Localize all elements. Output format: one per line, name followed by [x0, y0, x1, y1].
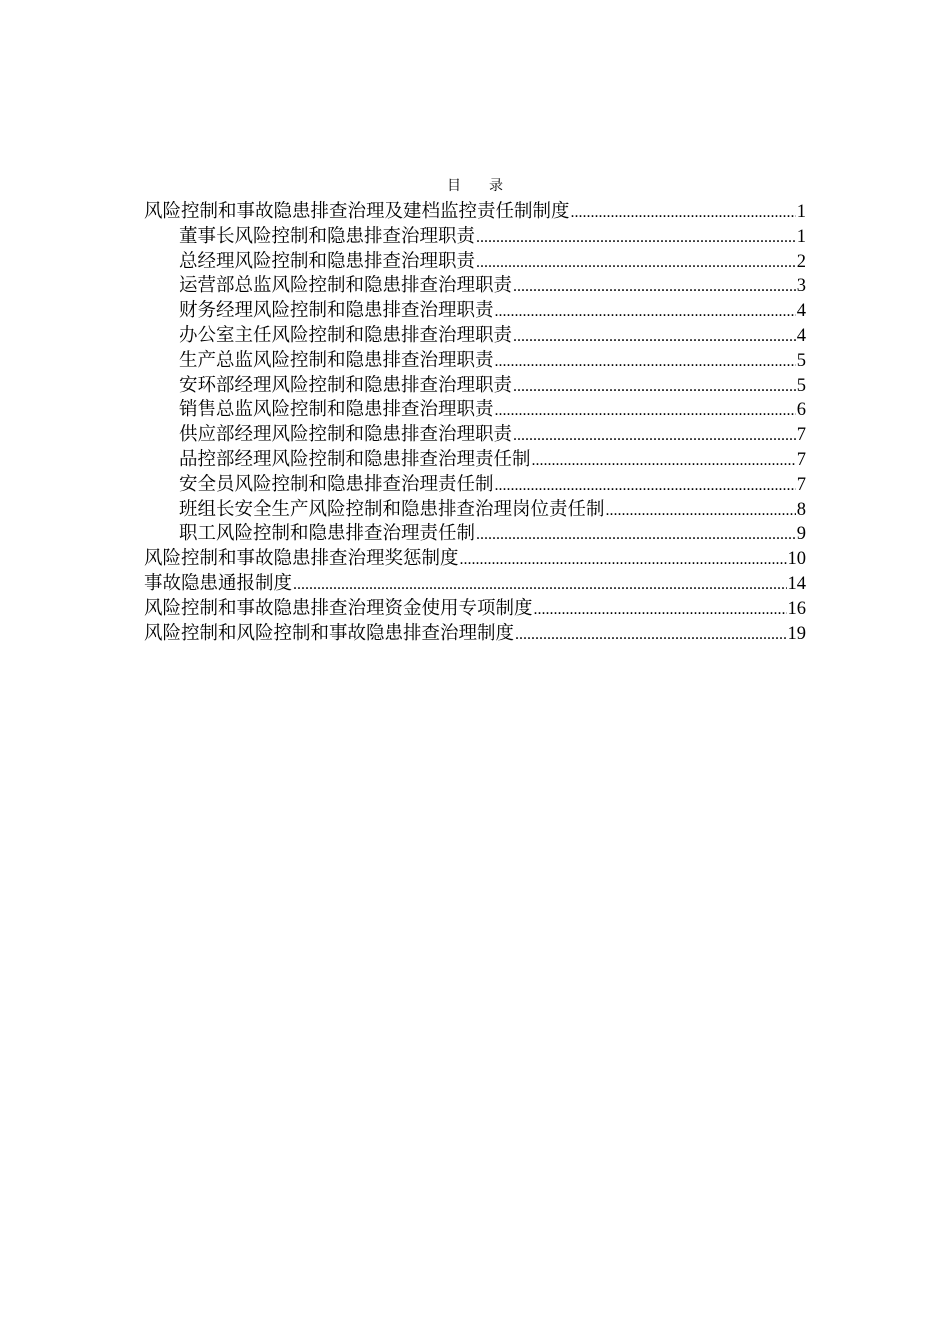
dot-leader	[532, 449, 796, 473]
toc-entry-section[interactable]	[144, 498, 806, 523]
dot-leader	[513, 325, 796, 349]
dot-leader	[476, 523, 796, 547]
toc-entry-page-number: 1	[796, 226, 806, 247]
toc-entry-page-number: 7	[796, 474, 806, 495]
toc-entry-page-number: 14	[787, 573, 806, 594]
toc-entry-section[interactable]	[144, 374, 806, 399]
toc-entry-page-number: 6	[796, 400, 806, 421]
toc-entry-page-number: 19	[787, 623, 806, 644]
toc-entry-title: 董事长风险控制和隐患排查治理职责	[179, 225, 476, 247]
toc-entry-title: 安环部经理风险控制和隐患排查治理职责	[179, 374, 513, 396]
toc-entry-section[interactable]	[144, 299, 806, 324]
toc-entry-title: 总经理风险控制和隐患排查治理职责	[179, 250, 476, 272]
toc-entry-page-number: 7	[796, 425, 806, 446]
toc-entry-page-number: 2	[796, 251, 806, 272]
toc-entry-title: 办公室主任风险控制和隐患排查治理职责	[179, 324, 513, 346]
toc-entry-chapter[interactable]	[144, 597, 806, 622]
toc-entry-section[interactable]	[144, 324, 806, 349]
toc-entry-title: 销售总监风险控制和隐患排查治理职责	[179, 399, 494, 421]
dot-leader	[495, 399, 796, 423]
toc-entry-page-number: 4	[796, 325, 806, 346]
toc-entry-title: 职工风险控制和隐患排查治理责任制	[179, 523, 476, 545]
toc-entry-section[interactable]	[144, 423, 806, 448]
dot-leader	[476, 251, 796, 275]
toc-entry-title: 班组长安全生产风险控制和隐患排查治理岗位责任制	[179, 498, 605, 520]
toc-entry-title: 风险控制和事故隐患排查治理奖惩制度	[144, 548, 459, 570]
dot-leader	[495, 300, 796, 324]
dot-leader	[513, 275, 796, 299]
toc-entry-page-number: 5	[796, 375, 806, 396]
toc-heading: 目录	[447, 178, 531, 194]
toc-entry-page-number: 16	[787, 598, 806, 619]
toc-entry-chapter[interactable]	[144, 572, 806, 597]
dot-leader	[534, 598, 787, 622]
dot-leader	[293, 573, 786, 597]
toc-entry-title: 风险控制和风险控制和事故隐患排查治理制度	[144, 622, 515, 644]
toc-entry-page-number: 3	[796, 276, 806, 297]
dot-leader	[513, 375, 796, 399]
dot-leader	[476, 226, 796, 250]
toc-entry-title: 品控部经理风险控制和隐患排查治理责任制	[179, 448, 531, 470]
dot-leader	[495, 350, 796, 374]
toc-entry-page-number: 9	[796, 524, 806, 545]
dot-leader	[606, 499, 796, 523]
toc-entry-section[interactable]	[144, 274, 806, 299]
toc-entry-title: 安全员风险控制和隐患排查治理责任制	[179, 473, 494, 495]
toc-entry-title: 生产总监风险控制和隐患排查治理职责	[179, 349, 494, 371]
toc-entry-page-number: 4	[796, 301, 806, 322]
toc-entry-section[interactable]	[144, 522, 806, 547]
toc-entry-chapter[interactable]	[144, 200, 806, 225]
toc-entry-section[interactable]	[144, 250, 806, 275]
toc-entry-title: 事故隐患通报制度	[144, 572, 293, 594]
toc-entry-title: 风险控制和事故隐患排查治理资金使用专项制度	[144, 597, 533, 619]
toc-entry-section[interactable]	[144, 398, 806, 423]
toc-entry-page-number: 5	[796, 350, 806, 371]
table-of-contents	[144, 200, 806, 646]
toc-entry-section[interactable]	[144, 349, 806, 374]
dot-leader	[571, 201, 796, 225]
toc-entry-page-number: 7	[796, 449, 806, 470]
toc-entry-title: 供应部经理风险控制和隐患排查治理职责	[179, 424, 513, 446]
dot-leader	[513, 424, 796, 448]
toc-entry-page-number: 1	[796, 202, 806, 222]
dot-leader	[460, 548, 787, 572]
toc-entry-title: 风险控制和事故隐患排查治理及建档监控责任制制度	[144, 201, 570, 222]
toc-entry-page-number: 8	[796, 499, 806, 520]
toc-entry-section[interactable]	[144, 448, 806, 473]
toc-entry-title: 财务经理风险控制和隐患排查治理职责	[179, 300, 494, 322]
toc-entry-page-number: 10	[787, 549, 806, 570]
dot-leader	[495, 474, 796, 498]
toc-entry-section[interactable]	[144, 225, 806, 250]
toc-entry-section[interactable]	[144, 473, 806, 498]
toc-entry-chapter[interactable]	[144, 547, 806, 572]
toc-entry-chapter[interactable]	[144, 622, 806, 647]
dot-leader	[515, 623, 786, 647]
toc-entry-title: 运营部总监风险控制和隐患排查治理职责	[179, 275, 513, 297]
